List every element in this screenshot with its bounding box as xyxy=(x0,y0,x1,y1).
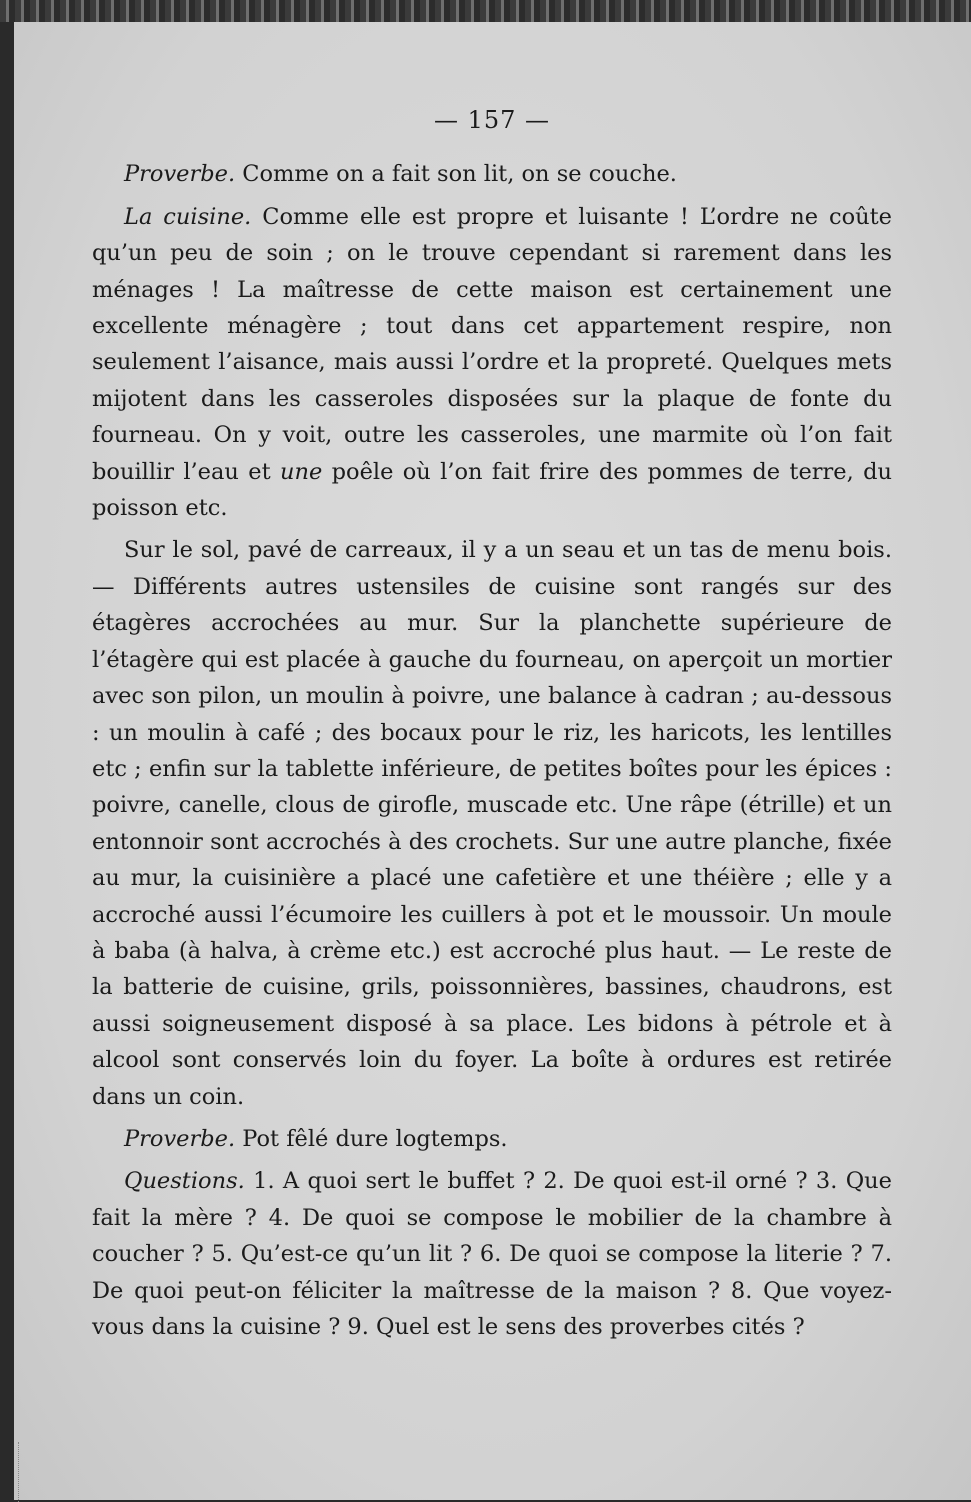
questions-label: Questions. xyxy=(124,1168,245,1195)
proverb-2 xyxy=(92,1121,892,1157)
utensils-paragraph: Sur le sol, pavé de carreaux, il y a un seau et un tas de menu bois. — Différents autres ustensiles de cuisine sont rangés sur des étagères accrochées au mur. Sur la planchette supérieure de l’étagère qui est placée à gauche du fourneau, on aperçoit un mortier avec son pilon, un moulin à poivre, une balance à cadran ; au-dessous : un moulin à café ; des bocaux pour le riz, les haricots, les lentilles etc ; enfin sur la tablette inférieure, de petites boîtes pour les épices : poivre, canelle, clous de girofle, muscade etc. Une râpe (étrille) et un entonnoir sont accrochés à des crochets. Sur une autre planche, fixée au mur, la cuisinière a placé une cafetière et une théière ; elle y a accroché aussi l’écumoire les cuillers à pot et le moussoir. Un moule à baba (à halva, à crème etc.) est accroché plus haut. — Le reste de la batterie de cuisine, grils, poissonnières, bassines, chaudrons, est aussi soigneusement disposé à sa place. Les bidons à pétrole et à alcool sont conservés loin du foyer. La boîte à ordures est retirée dans un coin. xyxy=(92,537,892,1110)
kitchen-text: Comme elle est propre et luisante ! L’ordre ne coûte qu’un peu de soin ; on le trouve cependant si rarement dans les ménages ! La maîtresse de cette maison est certainement une excellente ménagère ; tout dans cet appartement respire, non seulement l’aisance, mais aussi l’ordre et la propreté. Quelques mets mijotent dans les casseroles disposées sur la plaque de fonte du fourneau. On y voit, outre les casseroles, une marmite où l’on fait bouillir l’eau et xyxy=(92,203,892,485)
margin-marks xyxy=(18,1442,79,1502)
page-number: — 157 — xyxy=(433,106,551,134)
questions-text: 1. A quoi sert le buffet ? 2. De quoi est-il orné ? 3. Que fait la mère ? 4. De quoi se compose le mobilier de la chambre à coucher ? 5. Qu’est-ce qu’un lit ? 6. De quoi se compose la literie ? 7. De quoi peut-on féliciter la maîtresse de la maison ? 8. Que voyez-vous dans la cuisine ? 9. Quel est le sens des proverbes cités ? xyxy=(92,1168,892,1340)
proverb-1 xyxy=(92,156,892,192)
kitchen-label: La cuisine. xyxy=(124,203,252,230)
kitchen-text-tail: poêle où l’on fait frire des pommes de terre, du poisson etc. xyxy=(92,458,892,522)
kitchen-emphasis: une xyxy=(279,458,323,485)
book-page xyxy=(14,22,971,1500)
book-top-edge xyxy=(0,0,971,22)
proverb-2-text: Pot fêlé dure logtemps. xyxy=(235,1125,508,1152)
questions-paragraph xyxy=(92,1163,892,1345)
proverb-2-label: Proverbe. xyxy=(124,1125,236,1152)
kitchen-paragraph xyxy=(92,199,892,527)
page-text xyxy=(92,102,892,1351)
proverb-1-label: Proverbe. xyxy=(124,161,236,188)
proverb-1-text: Comme on a fait son lit, on se couche. xyxy=(235,161,677,188)
